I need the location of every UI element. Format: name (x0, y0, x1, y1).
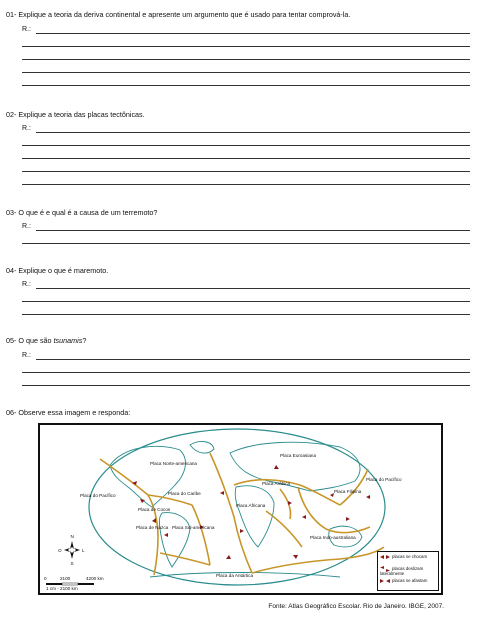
answer-line[interactable] (36, 33, 470, 34)
compass-s: S (70, 561, 74, 566)
answer-line[interactable] (22, 314, 470, 315)
compass-icon (64, 541, 80, 559)
question-5 (6, 336, 86, 345)
plate-label: Placa Euroasiana (280, 453, 317, 458)
plate-label: Placa Norte-americana (150, 461, 197, 466)
plate-label: Placa de Nazca (136, 525, 169, 530)
legend-item: placas se chocam (380, 554, 427, 559)
answer-line[interactable] (22, 171, 470, 172)
answer-line[interactable] (22, 243, 470, 244)
answer-line[interactable] (22, 301, 470, 302)
plate-label: Placa Sul-americana (172, 525, 215, 530)
answer-line[interactable] (36, 288, 470, 289)
answer-line[interactable] (22, 385, 470, 386)
scale-bar (44, 576, 104, 591)
answer-line[interactable] (36, 132, 470, 133)
question-4: 04- Explique o que é maremoto. (6, 266, 109, 275)
answer-prefix-1: R.: (22, 26, 31, 33)
question-5-term: tsunamis (53, 336, 83, 345)
answer-prefix-4: R.: (22, 281, 31, 288)
answer-prefix-5: R.: (22, 352, 31, 359)
answer-line[interactable] (22, 158, 470, 159)
plate-label: Placa Indo-australiana (310, 535, 356, 540)
answer-prefix-3: R.: (22, 223, 31, 230)
answer-line[interactable] (22, 184, 470, 185)
scale-tick: 0 (44, 576, 47, 581)
question-6: 06- Observe essa imagem e responda: (6, 408, 131, 417)
plate-label: Placa da Antártica (216, 573, 254, 578)
question-3: 03- O que é e qual é a causa de um terremoto? (6, 208, 158, 217)
answer-line[interactable] (22, 372, 470, 373)
answer-line[interactable] (22, 46, 470, 47)
plate-label: Placa do Pacífico (366, 477, 402, 482)
question-5-end: ? (82, 336, 87, 345)
map-source: Fonte: Atlas Geográfico Escolar. Rio de Janeiro. IBGE, 2007. (268, 603, 444, 610)
plate-label: Placa Arábica (262, 481, 291, 486)
compass-e: L (82, 548, 85, 553)
question-2: 02- Explique a teoria das placas tectônicas. (6, 110, 145, 119)
scale-tick: 4200 km (86, 576, 104, 581)
answer-line[interactable] (22, 72, 470, 73)
tectonic-plates-map (38, 423, 443, 595)
answer-line[interactable] (22, 59, 470, 60)
compass-w: O (58, 548, 62, 553)
answer-line[interactable] (22, 85, 470, 86)
scale-ratio: 1 cm - 2100 km (46, 586, 78, 591)
answer-line[interactable] (36, 230, 470, 231)
answer-line[interactable] (22, 145, 470, 146)
plate-label: Placa do Caribe (168, 491, 201, 496)
answer-prefix-2: R.: (22, 125, 31, 132)
scale-tick: 2100 (60, 576, 71, 581)
collide-arrows-icon (380, 554, 390, 560)
diverge-arrows-icon (380, 578, 390, 584)
legend-item: placas se afastam (380, 578, 427, 583)
compass-n: N (70, 534, 74, 539)
map-legend (377, 551, 439, 591)
slide-arrows-icon (380, 566, 390, 572)
plate-label: Placa Filipina (334, 489, 362, 494)
plate-label: Placa de Cocos (138, 507, 171, 512)
compass-rose (58, 534, 85, 566)
legend-item: placas deslizam lateralmente (380, 566, 424, 576)
plate-label: Placa Africana (236, 503, 266, 508)
plate-label: Placa do Pacífico (80, 493, 116, 498)
answer-line[interactable] (36, 359, 470, 360)
question-1: 01- Explique a teoria da deriva continental e apresente um argumento que é usado para tentar comprová-la. (6, 10, 351, 19)
question-5-text: 05- O que são (6, 336, 54, 345)
